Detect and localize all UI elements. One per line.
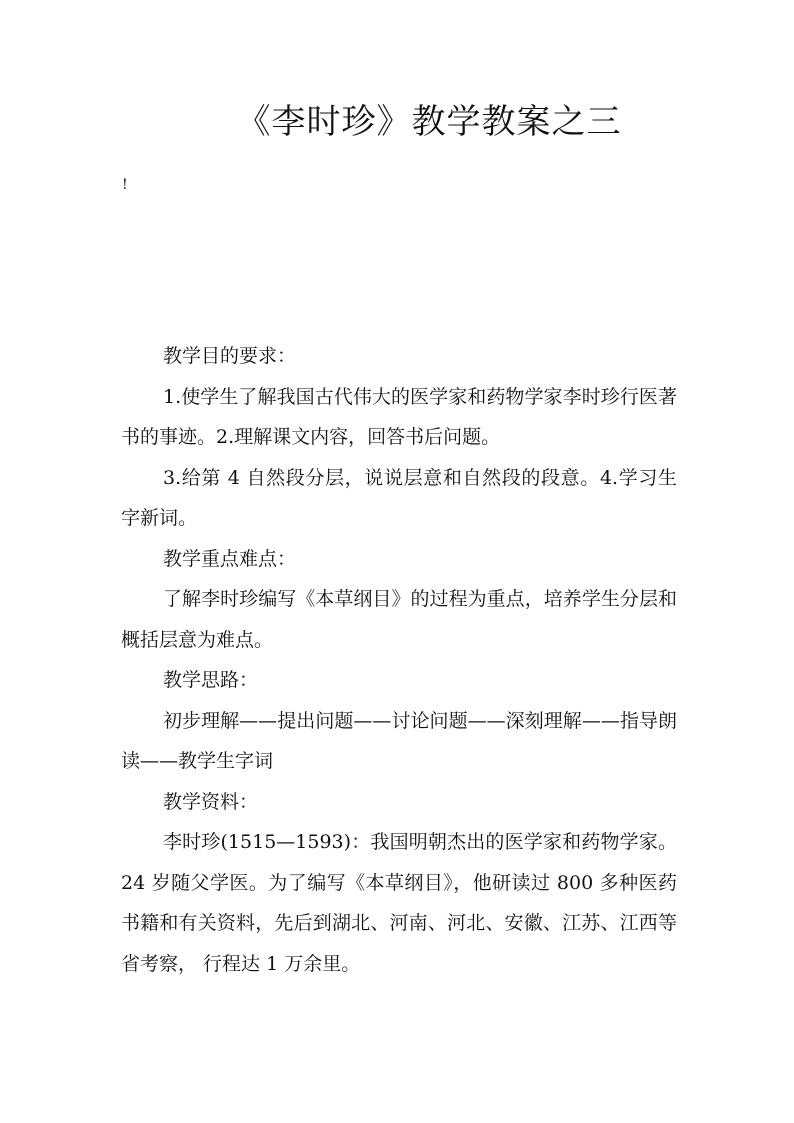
paragraph-approach: 初步理解——提出问题——讨论问题——深刻理解——指导朗读——教学生字词 xyxy=(121,709,677,772)
stray-mark: ! xyxy=(122,177,128,193)
section-heading-objectives: 教学目的要求： xyxy=(163,345,297,367)
document-title: 《李时珍》教学教案之三 xyxy=(236,102,622,142)
paragraph-objectives-2: 3.给第 4 自然段分层，说说层意和自然段的段意。4.学习生字新词。 xyxy=(121,466,677,529)
paragraph-objectives-1: 1.使学生了解我国古代伟大的医学家和药物学家李时珍行医著书的事迹。2.理解课文内容，回答书后问题。 xyxy=(121,385,677,448)
document-body xyxy=(121,336,677,984)
section-heading-materials: 教学资料： xyxy=(163,790,259,813)
paragraph-materials: 李时珍(1515—1593)：我国明朝杰出的医学家和药物学家。24 岁随父学医。为了编写《本草纲目》，他研读过 800 多种医药书籍和有关资料，先后到湖北、河南、河北、安徽、江苏、江西等省考察， 行程达 1 万余里。 xyxy=(121,831,677,975)
section-heading-approach: 教学思路： xyxy=(163,669,259,691)
paragraph-key-points: 了解李时珍编写《本草纲目》的过程为重点，培养学生分层和概括层意为难点。 xyxy=(121,588,677,651)
section-heading-key-points: 教学重点难点： xyxy=(163,547,297,570)
